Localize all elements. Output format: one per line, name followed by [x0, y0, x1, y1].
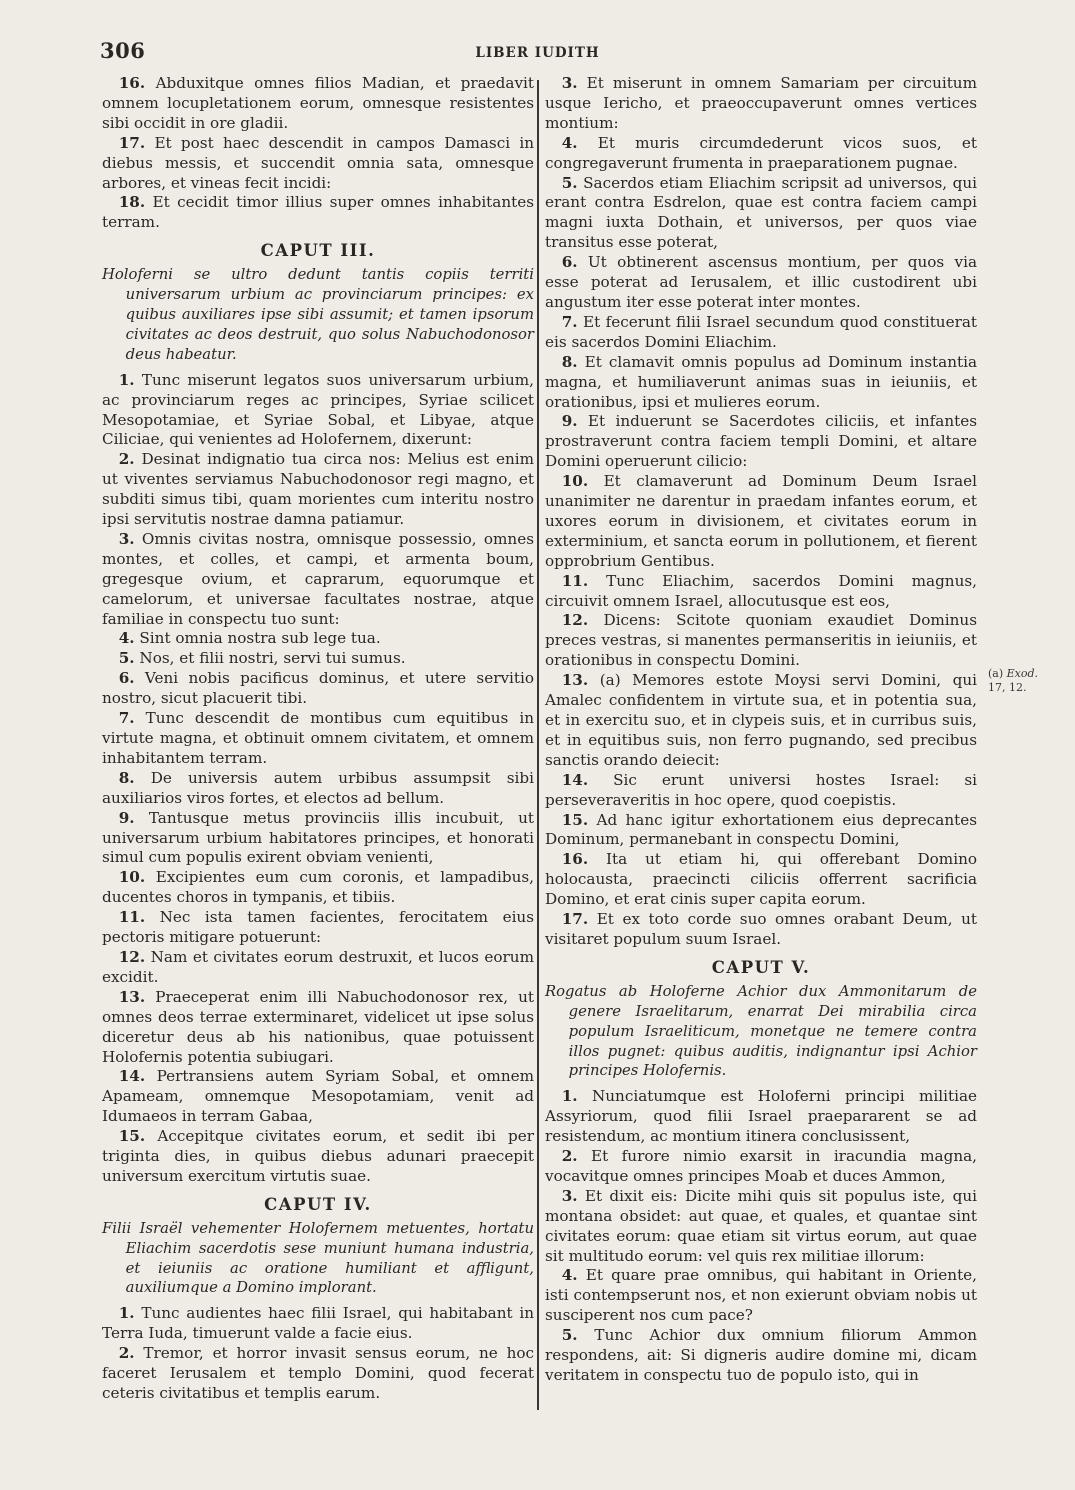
verse-number: 4. [118, 629, 135, 648]
verse [102, 868, 534, 908]
verse [102, 629, 534, 649]
verse-text: (a) Memores estote Moysi servi Domini, qui Amalec confidentem in virtute sua, et in potentia sua, et in exercitu suo, et in clypeis suis, et in curribus suis, et in equitibus suis, non ferro pugnando, sed precibus sanctis orando deiecit: [545, 671, 977, 769]
verse-text: Excipientes eum cum coronis, et lampadibus, ducentes choros in tympanis, et tibiis. [102, 868, 534, 907]
verse-number: 12. [561, 611, 589, 630]
verse-text: Et fecerunt filii Israel secundum quod constituerat eis sacerdos Domini Eliachim. [545, 312, 977, 351]
verse [545, 1147, 977, 1187]
verse-text: Dicens: Scitote quoniam exaudiet Dominus preces vestras, si manentes permanseritis in ieiuniis, et orationibus in conspectu Domini. [545, 611, 977, 670]
verse [545, 771, 977, 811]
chapter-heading-4: CAPUT IV. [264, 1194, 372, 1214]
verse-number: 7. [561, 312, 578, 331]
verse-number: 13. [118, 987, 146, 1006]
verse-text: Et miserunt in omnem Samariam per circuitum usque Iericho, et praeoccupaverunt omnes vertices montium: [545, 74, 977, 132]
verse [102, 649, 534, 669]
verse-text: Ita ut etiam hi, qui offerebant Domino holocausta, praecincti ciliciis offerrent sacrificia Domino, et erat cinis super capita eorum. [545, 850, 977, 909]
verse-number: 8. [561, 352, 578, 371]
right-column [545, 74, 977, 1386]
chapter-heading-3: CAPUT III. [260, 241, 376, 261]
margin-note-ref: Exod. [1006, 667, 1039, 680]
verse-text: Tremor, et horror invasit sensus eorum, ne hoc faceret Ierusalem et templo Domini, quod fecerat ceteris civitatibus et templis earum. [102, 1344, 534, 1402]
verse-number: 3. [561, 74, 578, 92]
verse [545, 472, 977, 572]
verse-number: 1. [118, 370, 135, 389]
verse-text: Sacerdos etiam Eliachim scripsit ad universos, qui erant contra Esdrelon, quae est contra faciem campi magni iuxta Dothain, et universos, per quos viae transitus esse poterat, [545, 173, 977, 252]
verse-text: Ad hanc igitur exhortationem eius deprecantes Dominum, permanebant in conspectu Domini, [545, 810, 977, 849]
verse-number: 14. [118, 1067, 146, 1086]
verse [102, 669, 534, 709]
verse-text: Tunc Eliachim, sacerdos Domini magnus, circuivit omnem Israel, allocutusque est eos, [545, 571, 977, 610]
verse [545, 1326, 977, 1386]
verse [545, 353, 977, 413]
chapter-summary-5: Rogatus ab Holoferne Achior dux Ammonitarum de genere Israelitarum, enarrat Dei mirabilia circa populum Israeliticum, monetque ne temere contra illos pugnet: quibus auditis, indignantur ipsi Achior principes Holofernis. [545, 982, 977, 1080]
verse [102, 134, 534, 194]
verse [545, 313, 977, 353]
verse-number: 11. [118, 908, 146, 927]
verse-number: 13. [561, 671, 589, 690]
verse-text: Desinat indignatio tua circa nos: Melius est enim ut viventes serviamus Nabuchodonosor regi magno, et subditi simus tibi, quam morientes cum interitu nostro ipsi servitutis nostrae damna patiamur. [102, 450, 534, 529]
verse-text: Et clamavit omnis populus ad Dominum instantia magna, et humiliaverunt animas suas in ieiuniis, et orationibus, ipsi et mulieres eorum. [545, 352, 977, 411]
verse [545, 253, 977, 313]
verse-text: Et quare prae omnibus, qui habitant in Oriente, isti contempserunt nos, et non exierunt obviam nobis ut susciperent nos cum pace? [545, 1266, 977, 1325]
verse [102, 371, 534, 451]
verse-text: Et cecidit timor illius super omnes inhabitantes terram. [102, 193, 534, 232]
verse-text: Veni nobis pacificus dominus, et utere servitio nostro, sicut placuerit tibi. [102, 669, 534, 708]
margin-note [988, 667, 1038, 695]
verse [545, 412, 977, 472]
verse [545, 1266, 977, 1326]
verse-number: 5. [561, 1326, 578, 1345]
verse-text: Et muris circumdederunt vicos suos, et congregaverunt frumenta in praeparationem pugnae. [545, 133, 977, 172]
verse [102, 809, 534, 869]
verse [102, 709, 534, 769]
verse-number: 15. [118, 1127, 146, 1146]
margin-note-loc: 17, 12. [988, 681, 1027, 694]
verse-text: Ut obtinerent ascensus montium, per quos via esse poterat ad Ierusalem, et illic custodirent ubi angustum iter esse poterat inter montes. [545, 253, 977, 311]
verse [102, 769, 534, 809]
verse [545, 611, 977, 671]
chapter-heading-5: CAPUT V. [711, 957, 811, 977]
verse [545, 134, 977, 174]
verse [102, 1067, 534, 1127]
verse-text: Et induerunt se Sacerdotes ciliciis, et infantes prostraverunt contra faciem templi Domini, et altare Domini operuerunt cilicio: [545, 412, 977, 471]
verse-text: Et clamaverunt ad Dominum Deum Israel unanimiter ne darentur in praedam infantes eorum, et uxores eorum in divisionem, et civitates eorum in exterminium, et sancta eorum in pollutionem, et fierent opprobrium Gentibus. [545, 472, 977, 570]
verse-text: Sic erunt universi hostes Israel: si perseveraveritis in hoc opere, quod coepistis. [545, 770, 977, 809]
verse [102, 1127, 534, 1187]
verse [545, 1187, 977, 1267]
verse-number: 7. [118, 709, 135, 728]
verse [102, 74, 534, 134]
chapter-3-verses [102, 371, 534, 1187]
verse-text: Et furore nimio exarsit in iracundia magna, vocavitque omnes principes Moab et duces Ammon, [545, 1147, 977, 1185]
verse [545, 1087, 977, 1147]
verse-number: 14. [561, 770, 589, 789]
verse-text: Et ex toto corde suo omnes orabant Deum, ut visitaret populum suum Israel. [545, 910, 977, 948]
verse-number: 15. [561, 810, 589, 829]
verse-number: 4. [561, 1266, 578, 1285]
verses-top [102, 74, 534, 233]
verse-number: 11. [561, 571, 589, 590]
verse-number: 2. [561, 1147, 578, 1166]
verse-number: 2. [118, 450, 135, 469]
verse [102, 1344, 534, 1404]
verse-text: Tunc descendit de montibus cum equitibus in virtute magna, et obtinuit omnem civitatem, et omnem inhabitantem terram. [102, 709, 534, 767]
verse-number: 3. [561, 1186, 578, 1205]
verse-text: Tantusque metus provinciis illis incubuit, ut universarum urbium habitatores principes, et honorati simul cum populis exirent obviam venienti, [102, 808, 534, 867]
verse-number: 8. [118, 768, 135, 787]
chapter-summary-3: Holoferni se ultro dedunt tantis copiis territi universarum urbium ac provinciarum principes: ex quibus auxiliares ipse sibi assumit; et tamen ipsorum civitates ac deos destruit, quo solus Nabuchodonosor deus habeatur. [102, 266, 534, 363]
verse-number: 12. [118, 947, 146, 966]
verse-number: 2. [118, 1344, 135, 1363]
verse [102, 948, 534, 988]
verse-text: Et dixit eis: Dicite mihi quis sit populus iste, qui montana obsidet: aut quae, et quales, et quantae sint civitates eorum: quae etiam sit virtus eorum, aut quae sit multitudo eorum: vel quis rex militiae illorum: [545, 1186, 977, 1265]
verse [545, 174, 977, 254]
verse-text: Omnis civitas nostra, omnisque possessio, omnes montes, et colles, et campi, et armenta boum, gregesque ovium, et caprarum, equorumque et camelorum, et universae facultates nostrae, atque familiae in conspectu tuo sunt: [102, 529, 534, 628]
verse-number: 16. [561, 850, 589, 869]
verse-number: 9. [561, 412, 578, 431]
verse-text: Tunc Achior dux omnium filiorum Ammon respondens, ait: Si digneris audire domine mi, dicam veritatem in conspectu tuo de populo isto, qui in [545, 1326, 977, 1384]
left-column [102, 74, 534, 1404]
verse-text: Nos, et filii nostri, servi tui sumus. [134, 649, 406, 668]
verse-number: 16. [118, 74, 146, 92]
verse [102, 988, 534, 1068]
verse-number: 3. [118, 529, 135, 548]
verse [545, 850, 977, 910]
verse-number: 5. [561, 173, 578, 192]
verse [545, 910, 977, 950]
verse-text: Tunc miserunt legatos suos universarum urbium, ac provinciarum reges ac principes, Syriae scilicet Mesopotamiae, et Syriae Sobal, et Libyae, atque Ciliciae, qui venientes ad Holofernem, dixerunt: [102, 370, 534, 449]
verse-text: De universis autem urbibus assumpsit sibi auxiliarios viros fortes, et electos ad bellum. [102, 768, 534, 807]
page-number: 306 [100, 38, 146, 63]
verse-text: Nunciatumque est Holoferni principi militiae Assyriorum, quod filii Israel praepararent se ad resistendum, ac montium itinera conclusissent, [545, 1087, 977, 1146]
verse [102, 1304, 534, 1344]
verse-number: 5. [118, 649, 135, 668]
verse [102, 530, 534, 630]
verse-text: Praeceperat enim illi Nabuchodonosor rex, ut omnes deos terrae exterminaret, videlicet ut ipse solus diceretur deus ab his nationibus, quae potuissent Holofernis potentia subiugari. [102, 987, 534, 1066]
verse-number: 1. [561, 1087, 578, 1106]
verse-number: 18. [118, 193, 146, 212]
verse-number: 10. [561, 472, 589, 491]
verse-text: Sint omnia nostra sub lege tua. [134, 629, 381, 648]
column-rule [537, 80, 539, 1410]
verse-number: 6. [118, 669, 135, 688]
margin-note-marker: (a) [988, 667, 1004, 680]
verse [545, 572, 977, 612]
verse-number: 17. [561, 910, 589, 929]
verse-number: 6. [561, 253, 578, 272]
verse-text: Et post haec descendit in campos Damasci in diebus messis, et succendit omnia sata, omnesque arbores, et vineas fecit incidi: [102, 133, 534, 192]
verse-text: Pertransiens autem Syriam Sobal, et omnem Apameam, omnemque Mesopotamiam, venit ad Idumaeos in terram Gabaa, [102, 1067, 534, 1126]
verse [545, 74, 977, 134]
verse [102, 908, 534, 948]
verse [545, 811, 977, 851]
verse-number: 4. [561, 133, 578, 152]
chapter-5-verses [545, 1087, 977, 1386]
chapter-4-verses-continued [545, 74, 977, 950]
verse-number: 10. [118, 868, 146, 887]
verse-text: Nam et civitates eorum destruxit, et lucos eorum excidit. [102, 947, 534, 986]
verse [545, 671, 977, 771]
chapter-4-verses [102, 1304, 534, 1404]
verse-text: Accepitque civitates eorum, et sedit ibi per triginta dies, in quibus diebus adunari praecepit universum exercitum virtutis suae. [102, 1127, 534, 1185]
verse-number: 17. [118, 133, 146, 152]
verse [102, 450, 534, 530]
chapter-summary-4: Filii Israël vehementer Holofernem metuentes, hortatu Eliachim sacerdotis sese muniunt humana industria, et ieiuniis ac oratione humiliant et affligunt, auxiliumque a Domino implorant. [102, 1219, 534, 1297]
verse-text: Nec ista tamen facientes, ferocitatem eius pectoris mitigare potuerunt: [102, 908, 534, 947]
verse-text: Abduxitque omnes filios Madian, et praedavit omnem locupletationem eorum, omnesque resistentes sibi occidit in ore gladii. [102, 74, 534, 132]
verse-text: Tunc audientes haec filii Israel, qui habitabant in Terra Iuda, timuerunt valde a facie eius. [102, 1304, 534, 1343]
verse-number: 9. [118, 808, 135, 827]
running-head: LIBER IUDITH [475, 45, 600, 61]
verse [102, 193, 534, 233]
verse-number: 1. [118, 1304, 135, 1323]
